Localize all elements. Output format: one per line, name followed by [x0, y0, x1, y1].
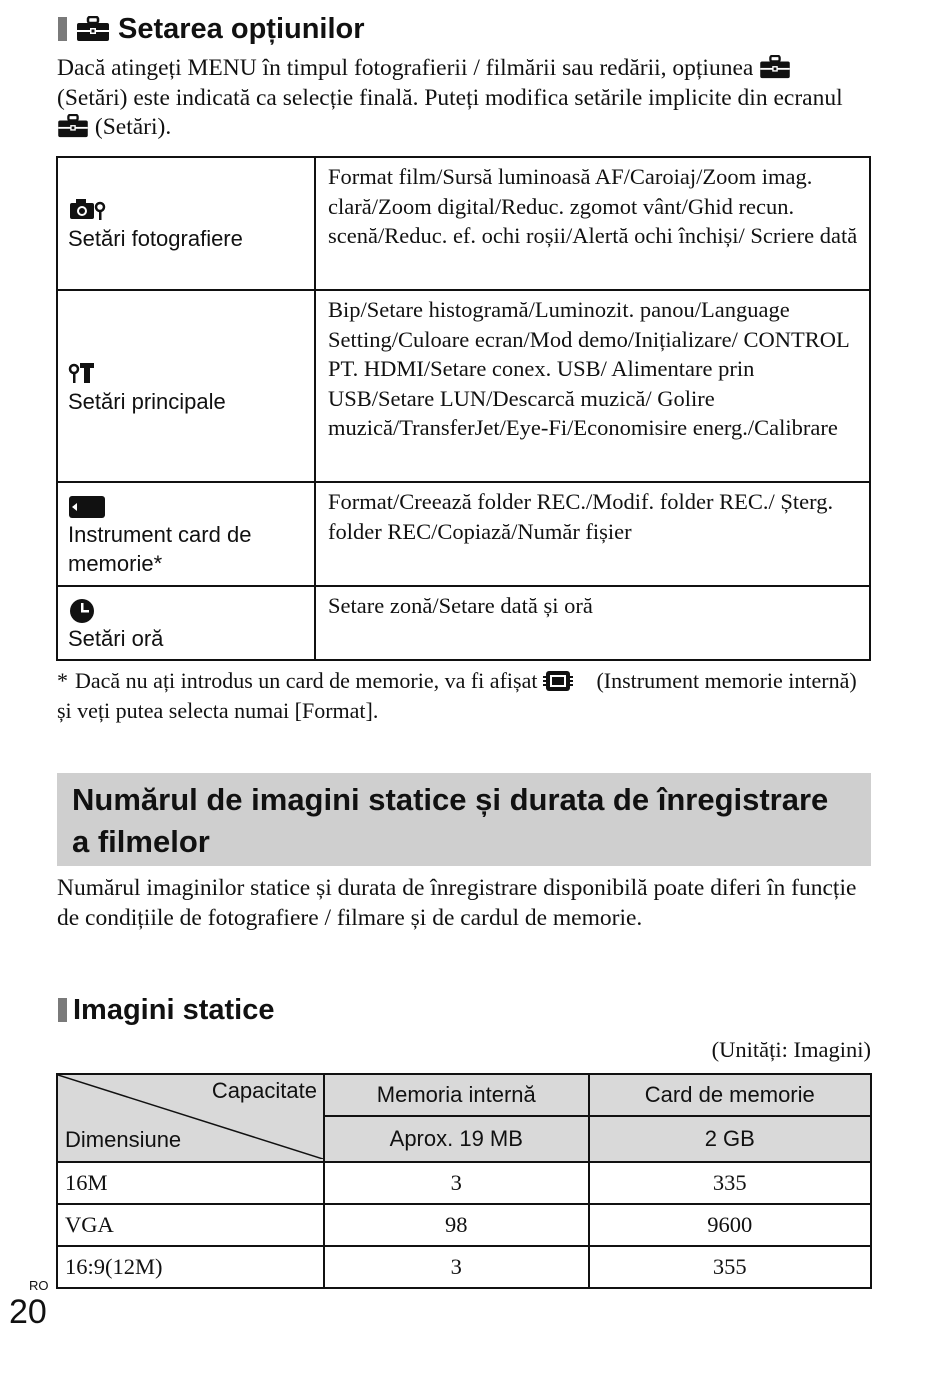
column-header: Card de memorie	[589, 1074, 871, 1116]
settings-table	[56, 156, 871, 661]
row-label-cell	[57, 290, 315, 482]
row-label: Setări fotografiere	[68, 226, 243, 251]
row-label: Setări principale	[68, 388, 226, 414]
page-number: 20	[9, 1293, 47, 1331]
footnote: * Dacă nu ați introdus un card de memorie, va fi afișat (Instrument memorie internă) și veți putea selecta numai [Format].	[57, 668, 857, 723]
units-note: (Unități: Imagini)	[711, 1037, 871, 1062]
corner-cell	[57, 1074, 324, 1162]
internal-count-cell: 98	[324, 1204, 589, 1246]
capacity-header: Aprox. 19 MB	[324, 1116, 589, 1162]
card-count-cell: 335	[589, 1162, 871, 1204]
internal-memory-icon	[543, 669, 573, 693]
corner-label-size: Dimensiune	[65, 1127, 182, 1152]
section-title-text: Setarea opțiunilor	[118, 12, 365, 45]
table-row	[57, 157, 870, 290]
size-cell: 16M	[57, 1162, 324, 1204]
table-header-row	[57, 1074, 871, 1116]
image-count-table	[56, 1073, 872, 1289]
section-banner	[57, 773, 871, 866]
subsection-title	[58, 992, 274, 1028]
intro-text-2: (Setări) este indicată ca selecție finală. Puteți modifica setările implicite din ecranul	[57, 84, 843, 111]
memory-card-icon	[68, 490, 108, 520]
internal-count-cell: 3	[324, 1162, 589, 1204]
banner-title: Numărul de imagini statice și durata de înregistrare a filmelor	[72, 782, 829, 859]
row-value: Setare zonă/Setare dată și oră	[315, 586, 870, 660]
column-header: Memoria internă	[324, 1074, 589, 1116]
card-count-cell: 9600	[589, 1204, 871, 1246]
table-row	[57, 586, 870, 660]
row-label: Setări oră	[68, 625, 164, 651]
toolbox-icon	[57, 114, 89, 138]
intro-text-1: Dacă atingeți MENU în timpul fotografierii / filmării sau redării, opțiunea	[57, 55, 754, 81]
subsection-title-text: Imagini statice	[73, 993, 275, 1026]
corner-label-capacity: Capacitate	[211, 1078, 317, 1103]
section-paragraph: Numărul imaginilor statice și durata de înregistrare disponibilă poate diferi în funcție de condițiile de fotografiere / filmare și de cardul de memorie.	[57, 875, 857, 931]
row-label-cell	[57, 586, 315, 660]
clock-icon	[68, 594, 108, 624]
row-label: Instrument card de memorie*	[68, 522, 252, 576]
row-label-cell	[57, 157, 315, 290]
row-value: Format film/Sursă luminoasă AF/Caroiaj/Zoom imag. clară/Zoom digital/Reduc. zgomot vânt/Ghid recun. scenă/Reduc. ef. ochi roșii/Alertă ochi închiși/ Scriere dată	[315, 157, 870, 290]
heading-bar	[58, 998, 67, 1022]
settings-intro	[57, 54, 847, 143]
table-row	[57, 1246, 871, 1288]
size-cell: VGA	[57, 1204, 324, 1246]
toolbox-icon	[76, 16, 110, 42]
table-row	[57, 482, 870, 586]
footnote-text-1: Dacă nu ați introdus un card de memorie, va fi afișat	[75, 668, 538, 693]
camera-settings-icon	[68, 194, 108, 224]
table-row	[57, 290, 870, 482]
row-value: Bip/Setare histogramă/Luminozit. panou/Language Setting/Culoare ecran/Mod demo/Inițializare/ CONTROL PT. HDMI/Setare conex. USB/ Alimentare prin USB/Setare LUN/Descarcă muzică/ Golire muzică/TransferJet/Eye-Fi/Economisire energ./Calibrare	[315, 290, 870, 482]
capacity-header: 2 GB	[589, 1116, 871, 1162]
table-row	[57, 1204, 871, 1246]
table-row	[57, 1162, 871, 1204]
page-language: RO	[29, 1278, 49, 1293]
row-value: Format/Creează folder REC./Modif. folder REC./ Șterg. folder REC/Copiază/Număr fișier	[315, 482, 870, 586]
footnote-text-2: (Instrument memorie internă) și veți putea selecta numai [Format].	[57, 668, 857, 723]
main-settings-icon	[68, 357, 108, 387]
intro-text-3: (Setări).	[94, 114, 172, 140]
toolbox-icon	[759, 55, 791, 79]
heading-bar	[58, 17, 67, 41]
internal-count-cell: 3	[324, 1246, 589, 1288]
section-title-settings	[58, 12, 365, 46]
size-cell: 16:9(12M)	[57, 1246, 324, 1288]
card-count-cell: 355	[589, 1246, 871, 1288]
row-label-cell	[57, 482, 315, 586]
